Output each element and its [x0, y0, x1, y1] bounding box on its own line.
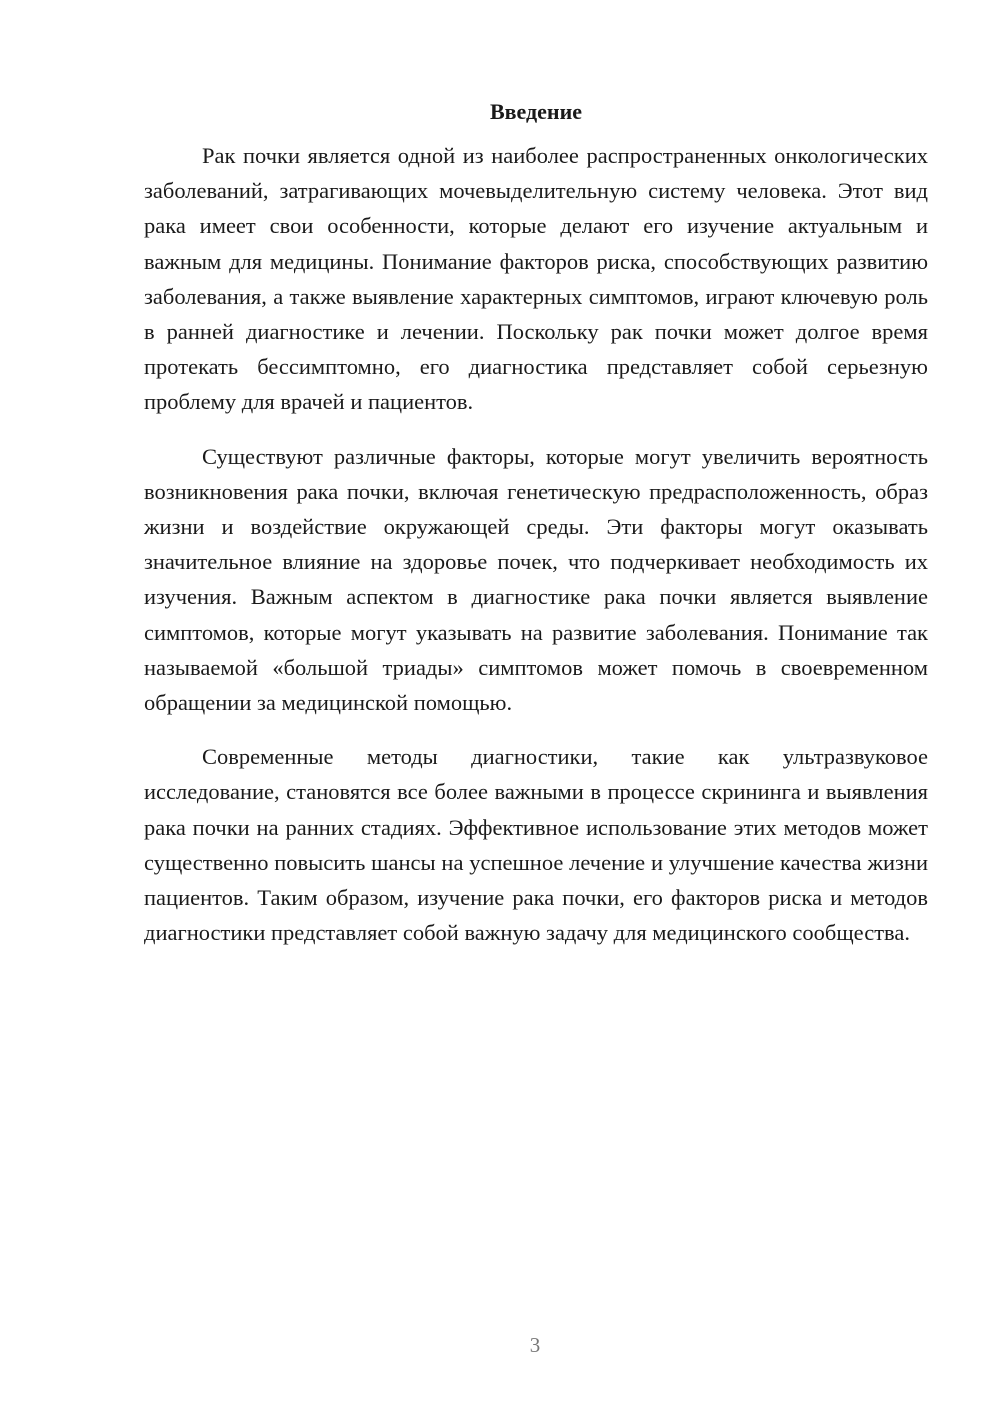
paragraph-1: Рак почки является одной из наиболее распространенных онкологических заболеваний, затрагивающих мочевыделительную систему человека. Этот вид рака имеет свои особенности, которые делают его изучение актуальным и важным для медицины. Понимание факторов риска, способствующих развитию заболевания, а также выявление характерных симптомов, играют ключевую роль в ранней диагностике и лечении. Поскольку рак почки может долгое время протекать бессимптомно, его диагностика представляет собой серьезную проблему для врачей и пациентов.	[144, 143, 928, 415]
section-title: Введение	[489, 99, 583, 124]
paragraph-3: Современные методы диагностики, такие как ультразвуковое исследование, становятся все более важными в процессе скрининга и выявления рака почки на ранних стадиях. Эффективное использование этих методов может существенно повысить шансы на успешное лечение и улучшение качества жизни пациентов. Таким образом, изучение рака почки, его факторов риска и методов диагностики представляет собой важную задачу для медицинского сообщества.	[144, 744, 928, 946]
page-number: 3	[529, 1333, 541, 1357]
page-content	[144, 96, 928, 969]
paragraph-2: Существуют различные факторы, которые могут увеличить вероятность возникновения рака почки, включая генетическую предрасположенность, образ жизни и воздействие окружающей среды. Эти факторы могут оказывать значительное влияние на здоровье почек, что подчеркивает необходимость их изучения. Важным аспектом в диагностике рака почки является выявление симптомов, которые могут указывать на развитие заболевания. Понимание так называемой «большой триады» симптомов может помочь в своевременном обращении за медицинской помощью.	[144, 443, 928, 716]
